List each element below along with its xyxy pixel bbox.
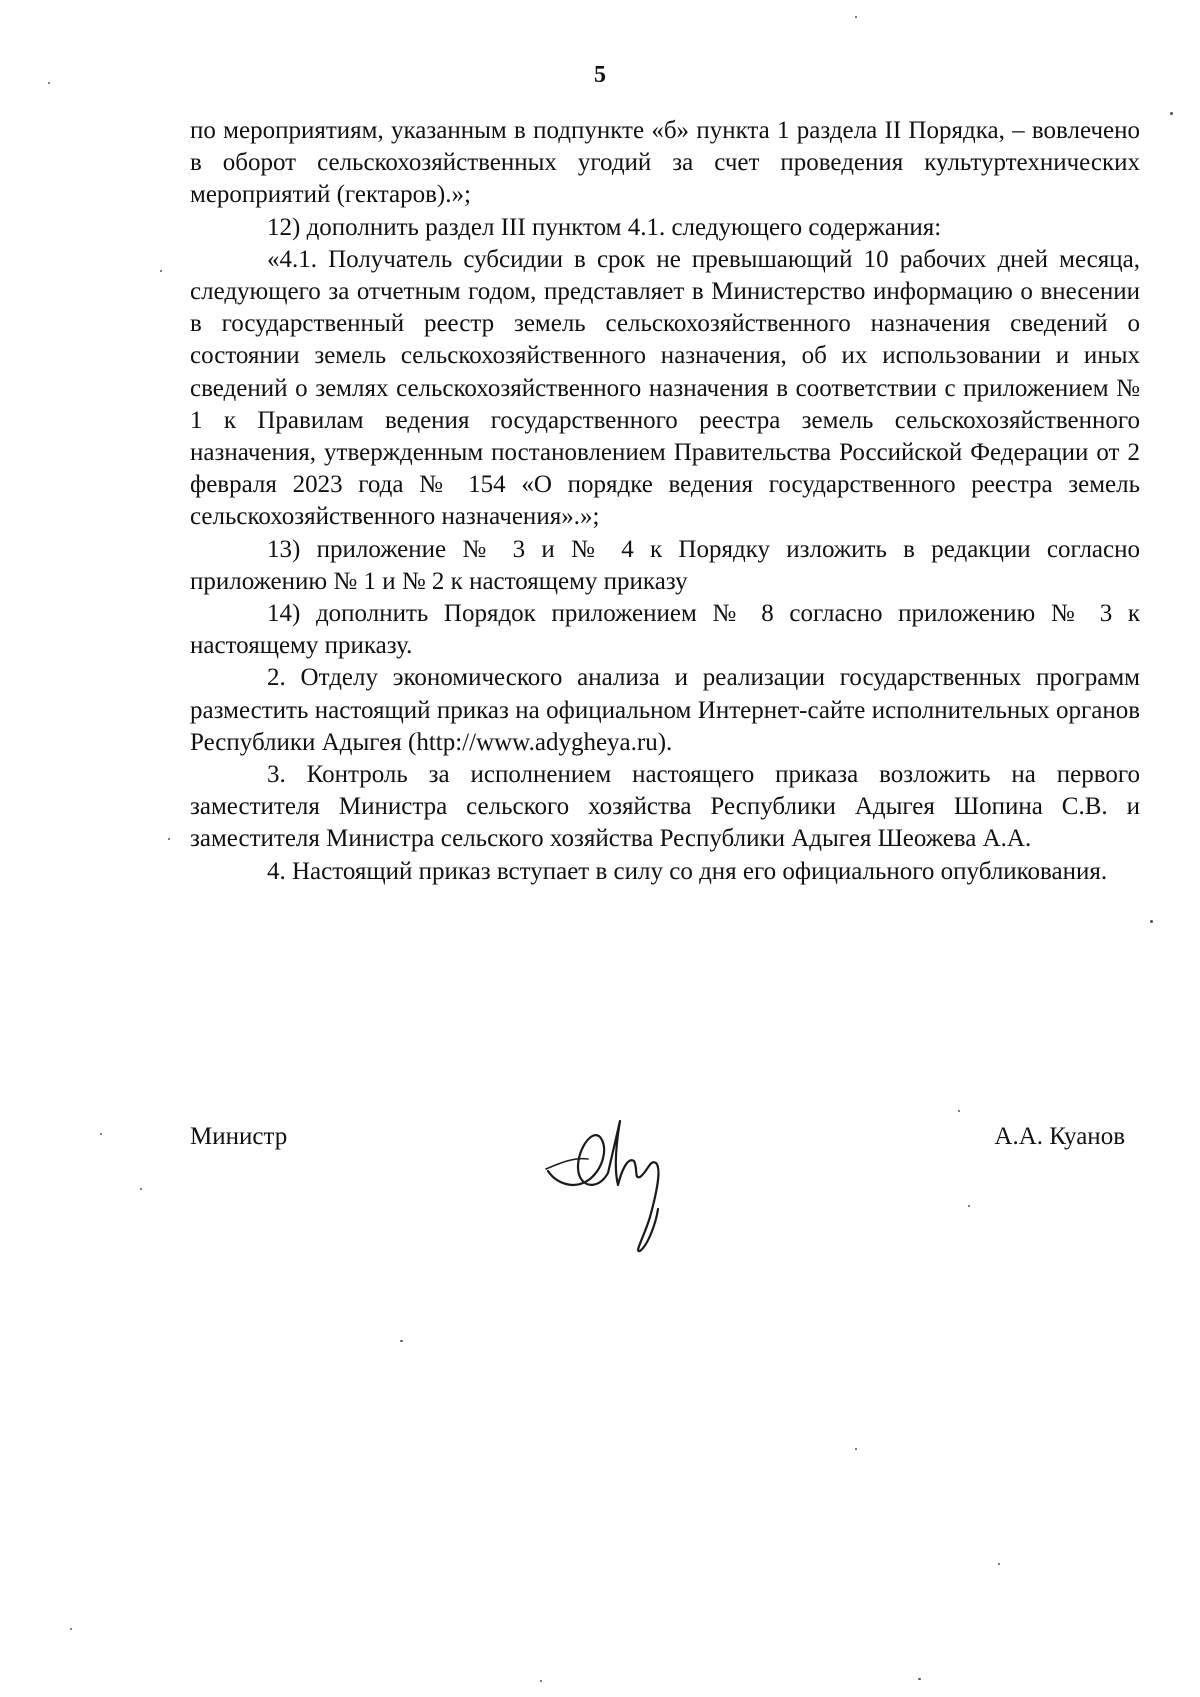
handwritten-signature bbox=[530, 1113, 690, 1263]
signatory-title: Министр bbox=[190, 1123, 288, 1150]
paragraph-point-4: 4. Настоящий приказ вступает в силу со дня его официального опубликования. bbox=[267, 857, 1108, 885]
scan-speck bbox=[968, 1205, 970, 1207]
scan-speck bbox=[140, 1188, 142, 1190]
document-body bbox=[190, 115, 1140, 888]
paragraph-point-3: 3. Контроль за исполнением настоящего приказа возложить на первого заместителя Министра сельского хозяйства Республики Адыгея Шопина С.В. и заместителя Министра сельского хозяйства Республики Адыгея Шеожева А.А. bbox=[190, 761, 1140, 853]
signatory-name: А.А. Куанов bbox=[994, 1123, 1125, 1150]
scan-speck bbox=[400, 1340, 403, 1342]
scan-speck bbox=[958, 1110, 960, 1112]
scan-speck bbox=[918, 1678, 921, 1680]
scan-speck bbox=[100, 1133, 102, 1135]
scan-speck bbox=[70, 1628, 72, 1630]
signature-block bbox=[190, 1123, 1125, 1263]
scan-speck bbox=[48, 82, 50, 84]
scan-speck bbox=[998, 1563, 1000, 1565]
paragraph-item-13: 13) приложение № 3 и № 4 к Порядку изложить в редакции согласно приложению № 1 и № 2 к настоящему приказу bbox=[190, 535, 1140, 595]
scan-speck bbox=[168, 838, 170, 840]
paragraph-item-12: 12) дополнить раздел III пунктом 4.1. следующего содержания: bbox=[267, 213, 942, 241]
paragraph-continuation: по мероприятиям, указанным в подпункте «б» пункта 1 раздела II Порядка, – вовлечено в оборот сельскохозяйственных угодий за счет проведения культуртехнических мероприятий (гектаров).»; bbox=[190, 117, 1140, 209]
paragraph-point-2: 2. Отделу экономического анализа и реализации государственных программ разместить настоящий приказ на официальном Интернет-сайте исполнительных органов Республики Адыгея (http://www.adygheya.ru). bbox=[190, 664, 1140, 756]
scan-speck bbox=[1150, 920, 1153, 923]
scan-speck bbox=[855, 1448, 857, 1450]
scan-speck bbox=[160, 270, 162, 272]
page-number: 5 bbox=[594, 62, 606, 88]
paragraph-clause-4-1: «4.1. Получатель субсидии в срок не превышающий 10 рабочих дней месяца, следующего за отчетным годом, представляет в Министерство информацию о внесении в государственный реестр земель сельскохозяйственного назначения сведений о состоянии земель сельскохозяйственного назначения, об их использовании и иных сведений о землях сельскохозяйственного назначения в соответствии с приложением № 1 к Правилам ведения государственного реестра земель сельскохозяйственного назначения, утвержденным постановлением Правительства Российской Федерации от 2 февраля 2023 года № 154 «О порядке ведения государственного реестра земель сельскохозяйственного назначения».»; bbox=[190, 245, 1140, 531]
scan-speck bbox=[855, 16, 857, 18]
scan-speck bbox=[540, 1680, 542, 1682]
paragraph-item-14: 14) дополнить Порядок приложением № 8 согласно приложению № 3 к настоящему приказу. bbox=[190, 600, 1140, 660]
scan-speck bbox=[1170, 112, 1173, 115]
